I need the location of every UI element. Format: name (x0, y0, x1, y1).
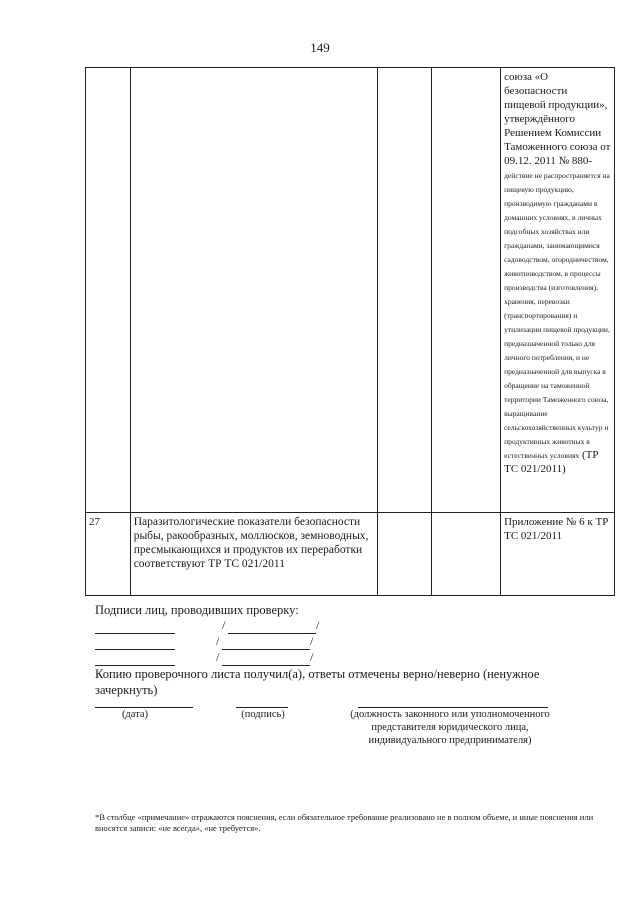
footnote: *В столбце «примечание» отражаются пояснения, если обязательное требование реализовано не в полном объеме, и иные пояснения или вносятся записи: «не всегда», «не требуется». (95, 812, 594, 833)
signature-caption: (подпись) (241, 709, 285, 720)
signature-slash: / (316, 618, 320, 632)
signature-slash: / (310, 650, 314, 664)
requirement-cell: Паразитологические показатели безопасности рыбы, ракообразных, моллюсков, земноводных, пресмыкающихся и продуктов их переработки соответствуют ТР ТС 021/2011 (130, 513, 377, 596)
signature-name-line[interactable] (222, 648, 310, 650)
note-cell: Приложение № 6 к ТР ТС 021/2011 (501, 513, 615, 596)
note-tail-text: (ТР ТС 021/2011) (504, 449, 599, 475)
signature-slash: / (216, 650, 220, 664)
note-cell (501, 68, 615, 513)
signature-line[interactable] (95, 632, 175, 634)
page-number: 149 (310, 40, 330, 55)
table-row (86, 513, 615, 596)
signatures-title: Подписи лиц, проводивших проверку: (95, 603, 299, 617)
answer-yes-cell (377, 513, 431, 596)
date-caption: (дата) (121, 709, 149, 720)
signature-slash: / (216, 634, 220, 648)
requirement-cell (130, 68, 377, 513)
signature-slash: / (310, 634, 314, 648)
note-main-text: союза «О безопасности пищевой продукции», утверждённого Решением Комиссии Таможенного союза от 09.12. 2011 № 880- (504, 71, 611, 167)
row-number-cell: 27 (86, 513, 131, 596)
answer-no-cell (431, 68, 500, 513)
signature-name-line[interactable] (228, 632, 316, 634)
position-caption: (должность законного или уполномоченного представителя юридического лица, индивидуального предпринимателя) (350, 709, 550, 746)
checklist-table (85, 67, 615, 596)
table-row (86, 68, 615, 513)
row-number-cell (86, 68, 131, 513)
note-small-text: действие не распространяется на пищевую продукцию, производимую гражданами в домашних условиях, в личных подсобных хозяйствах или гражданами, занимающимися садоводством, огородничеством, животноводством, в процессы производства (изготовления), хранения, перевозки (транспортирования) и утилизации пищевой продукции, предназначенной только для личного потребления, и не предназначенной для выпуска в обращение на таможенной территории Таможенного союза, выращивание сельскохозяйственных культур и продуктивных животных в естественных условиях (504, 171, 610, 460)
copy-received-text: Копию проверочного листа получил(а), ответы отмечены верно/неверно (ненужное зачеркнуть) (95, 667, 540, 697)
answer-yes-cell (377, 68, 431, 513)
answer-no-cell (431, 513, 500, 596)
signature-line[interactable] (95, 648, 175, 650)
signature-slash: / (222, 618, 226, 632)
